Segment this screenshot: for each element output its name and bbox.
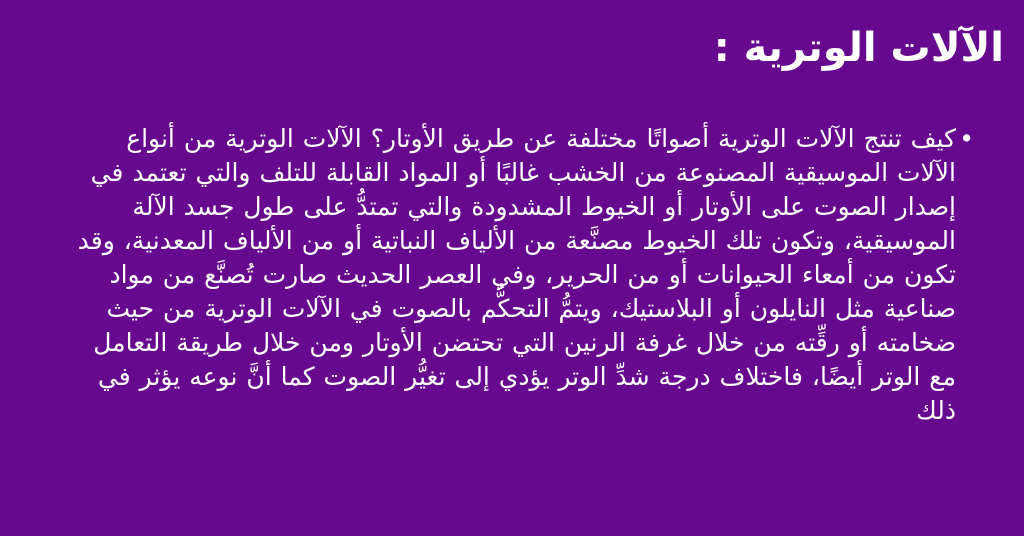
bullet-marker: • bbox=[959, 124, 974, 153]
bullet-text: كيف تنتج الآلات الوترية أصواتًا مختلفة عن طريق الأوتار؟ الآلات الوترية من أنواع الآلات الموسيقية المصنوعة من الخشب غالبًا أو المواد القابلة للتلف والتي تعتمد في إصدار الصوت على الأوتار أو الخيوط المشدودة والتي تمتدُّ على طول جسد الآلة الموسيقية، وتكون تلك الخيوط مصنَّعة من الألياف النباتية أو من الألياف المعدنية، وقد تكون من أمعاء الحيوانات أو من الحرير، وفي العصر الحديث صارت تُصنَّع من مواد صناعية مثل النايلون أو البلاستيك، ويتمُّ التحكُّم بالصوت في الآلات الوترية من حيث ضخامته أو رقِّته من خلال غرفة الرنين التي تحتضن الأوتار ومن خلال طريقة التعامل مع الوتر أيضًا، فاختلاف درجة شدِّ الوتر يؤدي إلى تغيُّر الصوت كما أنَّ نوعه يؤثر في ذلك bbox=[77, 124, 956, 425]
bullet-item bbox=[62, 122, 974, 428]
bullet-list bbox=[62, 122, 974, 428]
slide-title: الآلات الوترية : bbox=[713, 25, 1004, 71]
